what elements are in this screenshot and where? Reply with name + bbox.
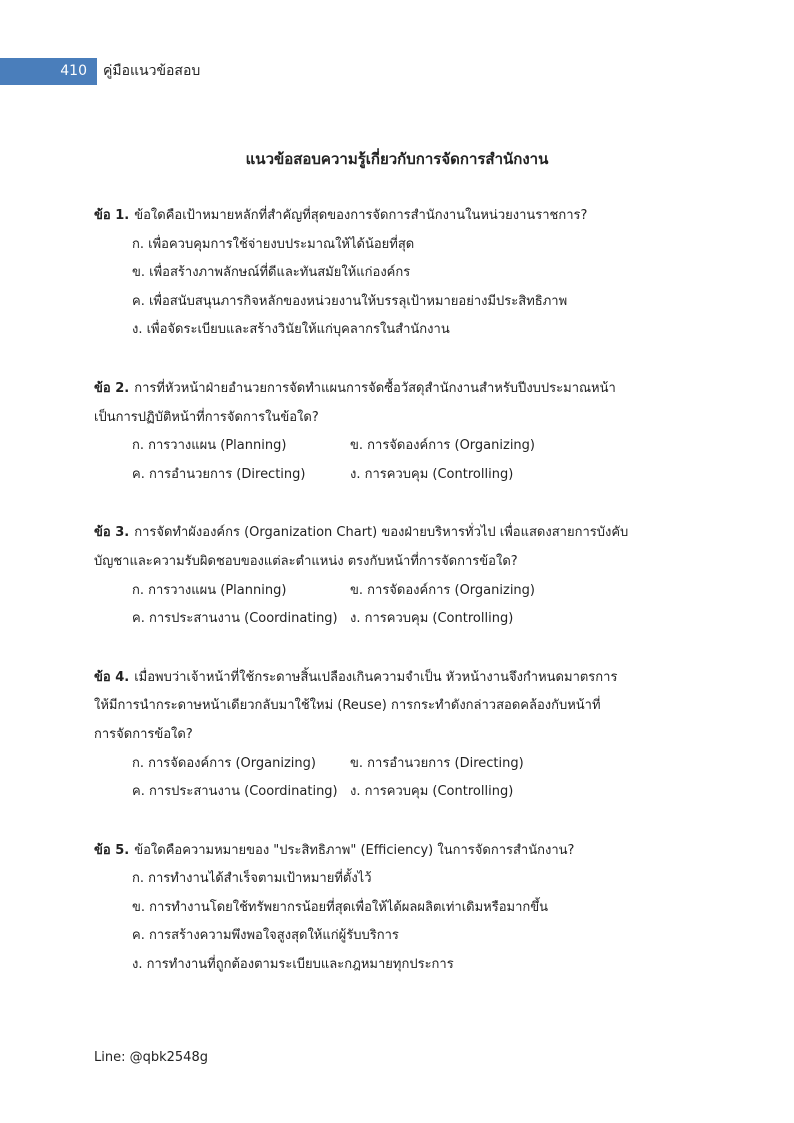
choice-option: ง. การทำงานที่ถูกต้องตามระเบียบและกฎหมายทุกประการ	[132, 957, 454, 973]
choice-row	[94, 461, 654, 490]
question-text: ข้อใดคือความหมายของ "ประสิทธิภาพ" (Efficiency) ในการจัดการสำนักงาน?	[134, 842, 575, 858]
choice-row	[94, 778, 654, 807]
choice-option: ง. การควบคุม (Controlling)	[350, 784, 514, 800]
page-number-tab	[0, 58, 97, 85]
question-number: ข้อ 4.	[94, 669, 130, 685]
choice-option: ข. การจัดองค์การ (Organizing)	[350, 438, 535, 454]
question-text: ข้อใดคือเป้าหมายหลักที่สำคัญที่สุดของการจัดการสำนักงานในหน่วยงานราชการ?	[134, 208, 588, 223]
question-text-continued: เป็นการปฏิบัติหน้าที่การจัดการในข้อใด?	[94, 409, 319, 425]
choice-row	[94, 577, 654, 606]
document-title: แนวข้อสอบความรู้เกี่ยวกับการจัดการสำนักงาน	[245, 150, 549, 168]
choice-option: ก. การวางแผน (Planning)	[132, 582, 287, 598]
choice-option: ก. การจัดองค์การ (Organizing)	[132, 755, 316, 771]
choice-option: ข. การจัดองค์การ (Organizing)	[350, 582, 535, 598]
question-number: ข้อ 1.	[94, 208, 130, 223]
question-text-continued: การจัดการข้อใด?	[94, 726, 193, 742]
question-5	[94, 837, 654, 980]
choice-row	[94, 750, 654, 779]
choice-option: ก. การวางแผน (Planning)	[132, 438, 287, 454]
question-4	[94, 664, 654, 807]
question-2	[94, 375, 654, 489]
question-stem-line	[94, 837, 654, 866]
question-number: ข้อ 5.	[94, 842, 130, 858]
question-stem-line	[94, 202, 654, 231]
choice-option: ข. การอำนวยการ (Directing)	[350, 755, 524, 771]
choice-option: ค. การประสานงาน (Coordinating)	[132, 611, 338, 627]
choice-option: ง. การควบคุม (Controlling)	[350, 611, 514, 627]
question-text: เมื่อพบว่าเจ้าหน้าที่ใช้กระดาษสิ้นเปลืองเกินความจำเป็น หัวหน้างานจึงกำหนดมาตรการ	[134, 669, 618, 685]
footer-line-id: Line: @qbk2548g	[94, 1050, 208, 1065]
page-number: 410	[60, 63, 87, 79]
question-3	[94, 519, 654, 633]
choice-option: ค. การประสานงาน (Coordinating)	[132, 784, 338, 800]
choice-option: ค. การสร้างความพึงพอใจสูงสุดให้แก่ผู้รับบริการ	[132, 928, 399, 944]
choice-option: ข. การทำงานโดยใช้ทรัพยากรน้อยที่สุดเพื่อให้ได้ผลผลิตเท่าเดิมหรือมากขึ้น	[132, 899, 549, 915]
choice-option: ข. เพื่อสร้างภาพลักษณ์ที่ดีและทันสมัยให้แก่องค์กร	[132, 265, 411, 281]
question-1	[94, 202, 654, 345]
choice-option: ค. การอำนวยการ (Directing)	[132, 466, 306, 482]
running-header-title: คู่มือแนวข้อสอบ	[103, 63, 201, 79]
question-text: การที่หัวหน้าฝ่ายอำนวยการจัดทำแผนการจัดซื้อวัสดุสำนักงานสำหรับปีงบประมาณหน้า	[134, 380, 616, 396]
question-text-continued: ให้มีการนำกระดาษหน้าเดียวกลับมาใช้ใหม่ (Reuse) การกระทำดังกล่าวสอดคล้องกับหน้าที่	[94, 698, 601, 714]
question-number: ข้อ 2.	[94, 380, 130, 396]
choice-row	[94, 432, 654, 461]
choice-option: ค. เพื่อสนับสนุนภารกิจหลักของหน่วยงานให้บรรลุเป้าหมายอย่างมีประสิทธิภาพ	[132, 293, 568, 309]
question-number: ข้อ 3.	[94, 525, 130, 541]
choice-option: ก. เพื่อควบคุมการใช้จ่ายงบประมาณให้ได้น้อยที่สุด	[132, 236, 415, 252]
question-list	[94, 202, 654, 1010]
choice-option: ง. เพื่อจัดระเบียบและสร้างวินัยให้แก่บุคลากรในสำนักงาน	[132, 322, 450, 338]
question-stem-line	[94, 664, 654, 693]
question-stem-line	[94, 375, 654, 404]
question-text-continued: บัญชาและความรับผิดชอบของแต่ละตำแหน่ง ตรงกับหน้าที่การจัดการข้อใด?	[94, 553, 518, 569]
choice-option: ก. การทำงานได้สำเร็จตามเป้าหมายที่ตั้งไว้	[132, 871, 372, 887]
question-text: การจัดทำผังองค์กร (Organization Chart) ของฝ่ายบริหารทั่วไป เพื่อแสดงสายการบังคับ	[134, 525, 629, 541]
choice-option: ง. การควบคุม (Controlling)	[350, 466, 514, 482]
choice-row	[94, 605, 654, 634]
question-stem-line	[94, 519, 654, 548]
